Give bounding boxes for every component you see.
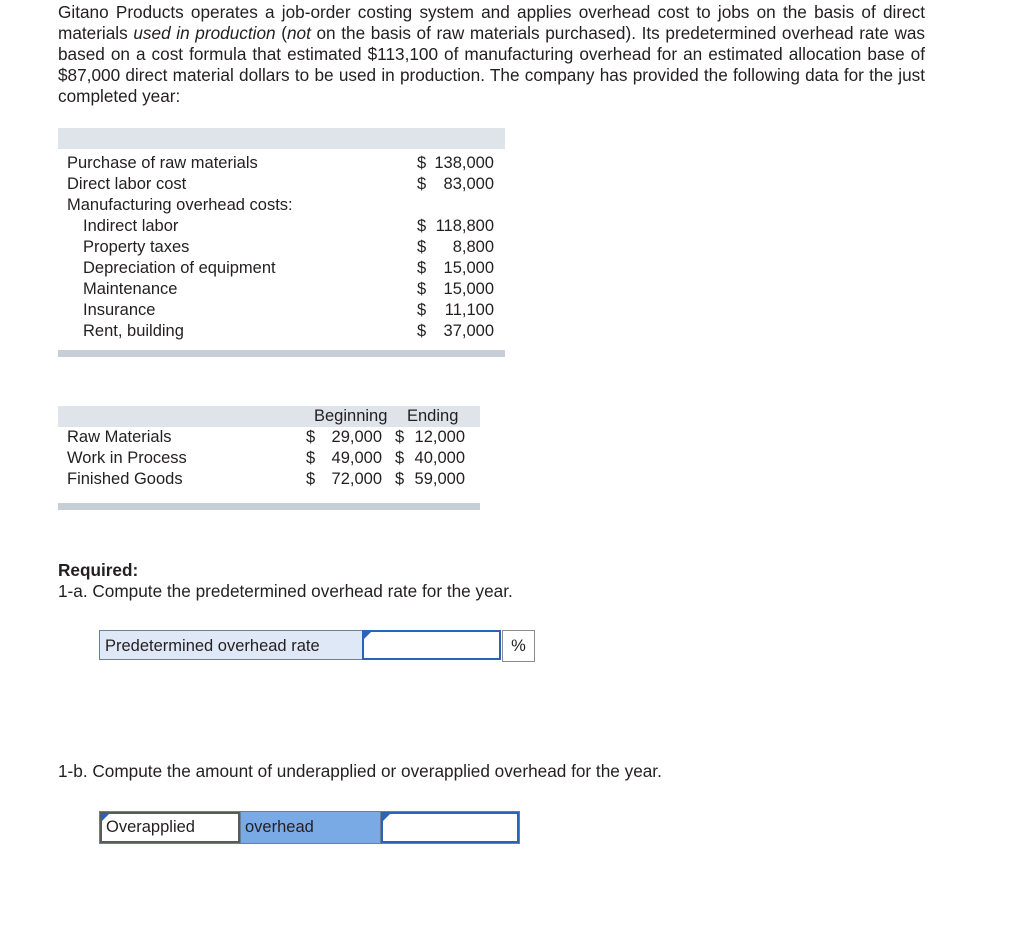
row-label: Maintenance	[83, 280, 178, 298]
dollar-sign: $	[417, 217, 427, 235]
table-header-bar	[58, 406, 480, 427]
required-section	[58, 560, 513, 602]
row-label: Work in Process	[67, 449, 187, 467]
row-amount: 15,000	[443, 259, 494, 277]
row-amount: 15,000	[443, 280, 494, 298]
row-label: Property taxes	[83, 238, 190, 256]
answer-1b-row	[99, 811, 520, 844]
row-label: Depreciation of equipment	[83, 259, 276, 277]
table-row	[58, 427, 480, 448]
row-label: Indirect labor	[83, 217, 179, 235]
table-row	[58, 258, 505, 279]
row-label: Purchase of raw materials	[67, 154, 258, 172]
dollar-sign: $	[417, 280, 427, 298]
predetermined-rate-label: Predetermined overhead rate	[99, 630, 363, 660]
table-row	[58, 279, 505, 300]
beginning-amount: 49,000	[331, 449, 382, 467]
column-header-ending: Ending	[407, 407, 459, 425]
input-flag-icon	[364, 632, 371, 639]
dollar-sign: $	[395, 449, 405, 467]
table-row	[58, 300, 505, 321]
beginning-amount: 72,000	[331, 470, 382, 488]
problem-intro	[58, 2, 925, 107]
table-header-bar	[58, 128, 505, 149]
row-amount: 118,800	[435, 217, 494, 235]
select-flag-icon	[102, 814, 109, 821]
ending-amount: 40,000	[414, 449, 465, 467]
table-footer-bar	[58, 503, 480, 510]
percent-unit: %	[502, 630, 535, 662]
dollar-sign: $	[395, 470, 405, 488]
dollar-sign: $	[306, 470, 316, 488]
table-row	[58, 321, 505, 342]
intro-emphasis-1: used in production	[133, 23, 276, 43]
dollar-sign: $	[306, 449, 316, 467]
ending-amount: 12,000	[414, 428, 465, 446]
cost-table	[58, 128, 505, 357]
row-amount: 8,800	[452, 238, 494, 256]
row-label: Insurance	[83, 301, 156, 319]
predetermined-rate-input[interactable]	[362, 630, 501, 660]
table-row	[58, 174, 505, 195]
overapplied-underapplied-select[interactable]	[100, 812, 240, 843]
column-header-beginning: Beginning	[314, 407, 388, 425]
row-amount: 138,000	[434, 154, 494, 172]
inventory-table	[58, 406, 480, 510]
row-label: Direct labor cost	[67, 175, 187, 193]
row-amount: 11,100	[444, 301, 494, 319]
table-row	[58, 237, 505, 258]
ending-amount: 59,000	[414, 470, 465, 488]
intro-text-2: (	[275, 23, 287, 43]
row-label: Rent, building	[83, 322, 184, 340]
dollar-sign: $	[417, 154, 427, 172]
table-row	[58, 153, 505, 174]
question-1b-section	[58, 761, 662, 782]
select-value: Overapplied	[106, 818, 195, 836]
table-row	[58, 195, 505, 216]
row-label: Finished Goods	[67, 470, 183, 488]
input-flag-icon	[383, 814, 390, 821]
intro-emphasis-2: not	[286, 23, 311, 43]
dollar-sign: $	[306, 428, 316, 446]
table-row	[58, 216, 505, 237]
question-1a: 1-a. Compute the predetermined overhead rate for the year.	[58, 581, 513, 601]
overhead-amount-input[interactable]	[381, 812, 519, 843]
table-row	[58, 448, 480, 469]
row-label: Manufacturing overhead costs:	[67, 196, 293, 214]
dollar-sign: $	[417, 238, 427, 256]
dollar-sign: $	[417, 175, 427, 193]
dollar-sign: $	[395, 428, 405, 446]
row-amount: 37,000	[443, 322, 494, 340]
row-label: Raw Materials	[67, 428, 172, 446]
beginning-amount: 29,000	[331, 428, 382, 446]
table-row	[58, 469, 480, 490]
dollar-sign: $	[417, 322, 427, 340]
table-footer-bar	[58, 350, 505, 357]
intro-text-1: Gitano Products operates a job-order costing system and applies overhead cost to jobs on the basis of direct materials	[58, 2, 925, 43]
overhead-label: overhead	[240, 812, 381, 843]
required-heading: Required:	[58, 560, 139, 580]
intro-text-3: on the basis of raw materials purchased). Its predetermined overhead rate was based on a cost formula that estimated $113,100 of manufacturing overhead for an estimated allocation base of $87,000 direct material dollars to be used in production. The company has provided the following data for the just completed year:	[58, 23, 926, 106]
dollar-sign: $	[417, 301, 427, 319]
dollar-sign: $	[417, 259, 427, 277]
question-1b: 1-b. Compute the amount of underapplied or overapplied overhead for the year.	[58, 761, 662, 781]
row-amount: 83,000	[443, 175, 494, 193]
